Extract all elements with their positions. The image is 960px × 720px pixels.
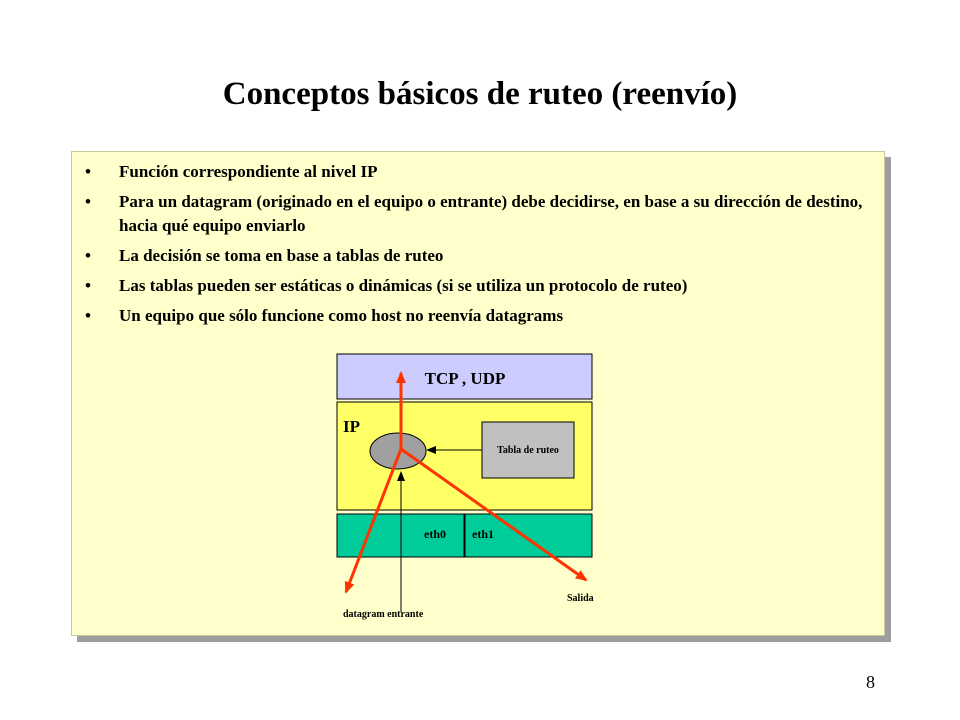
bullet-dot-icon: • xyxy=(85,246,91,265)
incoming-datagram-label: datagram entrante xyxy=(343,609,424,620)
routing-table-label: Tabla de ruteo xyxy=(497,445,559,456)
bullet-text: Un equipo que sólo funcione como host no reenvía datagrams xyxy=(119,306,564,325)
output-label: Salida xyxy=(567,593,594,604)
ip-layer-label: IP xyxy=(343,417,360,436)
transport-layer-label: TCP , UDP xyxy=(424,369,506,388)
bullet-text: Las tablas pueden ser estáticas o dinámicas (si se utiliza un protocolo de ruteo) xyxy=(119,276,688,295)
routing-decision-node xyxy=(370,433,426,469)
slide-title: Conceptos básicos de ruteo (reenvío) xyxy=(222,76,738,112)
interface-eth1-label: eth1 xyxy=(472,527,494,541)
bullet-dot-icon: • xyxy=(85,276,91,295)
bullet-dot-icon: • xyxy=(85,162,91,181)
page-number: 8 xyxy=(866,672,875,692)
interface-eth0-label: eth0 xyxy=(424,527,446,541)
bullet-text: Función correspondiente al nivel IP xyxy=(119,162,378,181)
bullet-text: La decisión se toma en base a tablas de ruteo xyxy=(119,246,444,265)
bullet-text: Para un datagram (originado en el equipo o entrante) debe decidirse, en base a su dirección de destino, hacia qué equipo enviarlo xyxy=(119,192,863,235)
bullet-dot-icon: • xyxy=(85,306,91,325)
bullet-dot-icon: • xyxy=(85,192,91,211)
